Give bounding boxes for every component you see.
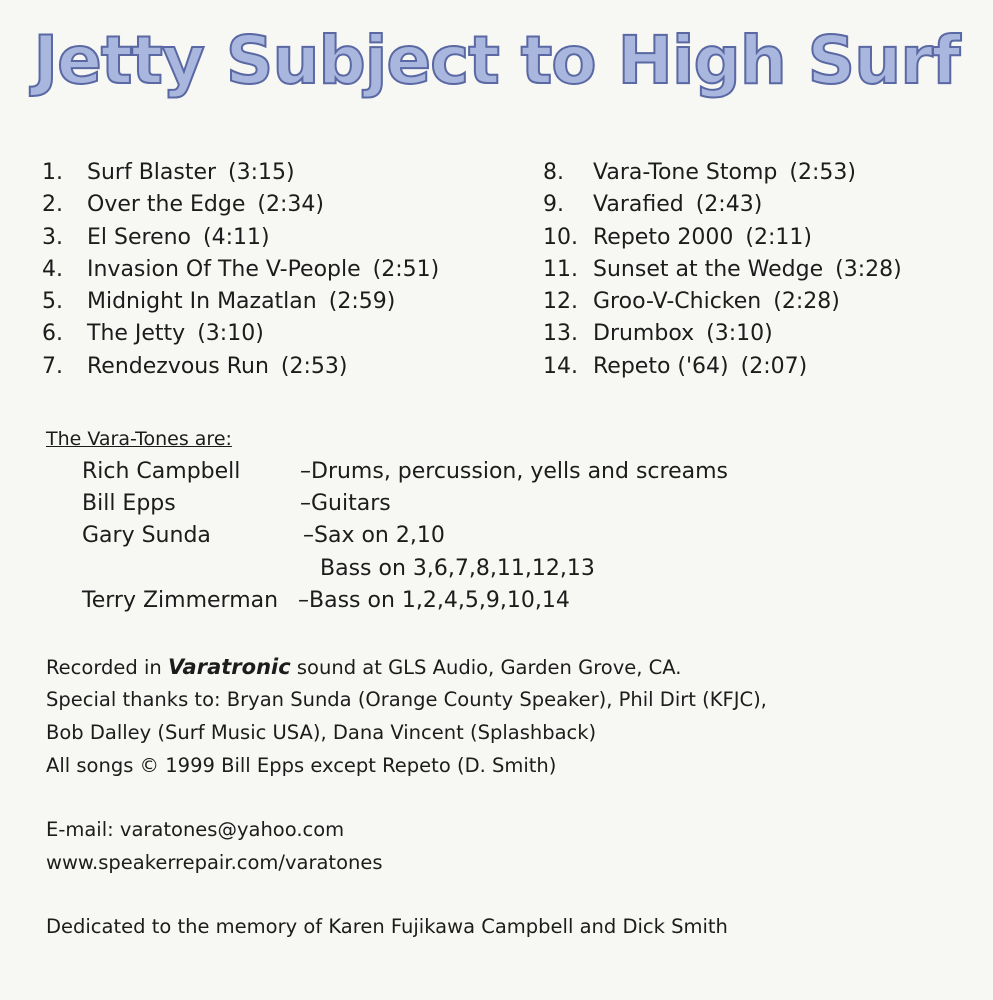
track-duration: (3:15) bbox=[228, 160, 295, 185]
varatronic-brand: Varatronic bbox=[167, 655, 291, 679]
member-name: Gary Sunda bbox=[82, 523, 211, 548]
track-number: 5. bbox=[42, 289, 63, 315]
track-duration: (2:34) bbox=[257, 192, 324, 218]
track-name: Drumbox bbox=[593, 321, 695, 347]
track-name: Varafied bbox=[593, 192, 684, 218]
track-number: 14. bbox=[543, 353, 578, 379]
member-role: –Guitars bbox=[300, 491, 391, 516]
track-number: 7. bbox=[42, 353, 63, 379]
track-number: 12. bbox=[543, 289, 578, 315]
track-duration: (2:53) bbox=[280, 353, 348, 379]
track-duration: (2:51) bbox=[372, 256, 440, 282]
recording-credit bbox=[46, 655, 681, 679]
member-name: Rich Campbell bbox=[82, 459, 241, 484]
band-members-heading: The Vara-Tones are: bbox=[46, 428, 232, 450]
track-duration: (2:53) bbox=[789, 160, 856, 185]
track-item bbox=[543, 157, 983, 189]
contact-email: E-mail: varatones@yahoo.com bbox=[46, 818, 345, 841]
track-name: Invasion Of The V-People bbox=[87, 256, 361, 282]
track-item bbox=[543, 318, 983, 350]
copyright-notice: All songs © 1999 Bill Epps except Repeto (D. Smith) bbox=[46, 754, 557, 777]
track-item bbox=[42, 286, 502, 318]
track-item bbox=[42, 351, 502, 383]
track-name: The Jetty bbox=[87, 321, 186, 347]
track-item bbox=[42, 189, 502, 221]
track-name: Groo-V-Chicken bbox=[593, 289, 762, 315]
track-number: 4. bbox=[42, 256, 63, 282]
recording-prefix: Recorded in bbox=[46, 656, 162, 679]
website-url: www.speakerrepair.com/varatones bbox=[46, 851, 383, 874]
track-item bbox=[543, 351, 983, 383]
track-number: 10. bbox=[543, 224, 578, 250]
recording-suffix: sound at GLS Audio, Garden Grove, CA. bbox=[296, 656, 682, 679]
track-item bbox=[42, 318, 502, 350]
track-number: 2. bbox=[42, 192, 63, 218]
track-item bbox=[42, 157, 502, 189]
track-item bbox=[543, 222, 983, 254]
track-duration: (4:11) bbox=[203, 224, 270, 250]
special-thanks-line-1: Special thanks to: Bryan Sunda (Orange County Speaker), Phil Dirt (KFJC), bbox=[46, 688, 767, 711]
special-thanks-line-2: Bob Dalley (Surf Music USA), Dana Vincent (Splashback) bbox=[46, 721, 597, 744]
track-name: Rendezvous Run bbox=[87, 353, 269, 379]
dedication: Dedicated to the memory of Karen Fujikawa Campbell and Dick Smith bbox=[46, 915, 728, 938]
track-duration: (2:59) bbox=[328, 289, 396, 315]
track-number: 6. bbox=[42, 321, 63, 347]
track-list-left bbox=[42, 157, 502, 383]
track-number: 13. bbox=[543, 321, 578, 347]
track-number: 8. bbox=[543, 160, 564, 185]
track-duration: (2:07) bbox=[740, 353, 808, 379]
track-number: 3. bbox=[42, 224, 63, 250]
track-item bbox=[543, 189, 983, 221]
track-number: 9. bbox=[543, 192, 564, 218]
track-number: 11. bbox=[543, 256, 578, 282]
track-name: Sunset at the Wedge bbox=[593, 256, 824, 282]
member-role: –Drums, percussion, yells and screams bbox=[300, 459, 728, 484]
member-role-continued: Bass on 3,6,7,8,11,12,13 bbox=[320, 556, 595, 581]
track-item bbox=[543, 254, 983, 286]
track-item bbox=[543, 286, 983, 318]
member-name: Bill Epps bbox=[82, 491, 176, 516]
member-role: –Sax on 2,10 bbox=[303, 523, 445, 548]
track-item bbox=[42, 254, 502, 286]
track-list-right bbox=[543, 157, 983, 383]
track-number: 1. bbox=[42, 160, 63, 185]
track-duration: (2:11) bbox=[745, 224, 812, 250]
track-name: El Sereno bbox=[87, 224, 192, 250]
track-name: Vara-Tone Stomp bbox=[593, 160, 778, 185]
track-duration: (3:28) bbox=[835, 256, 902, 282]
track-name: Repeto 2000 bbox=[593, 224, 734, 250]
track-name: Repeto ('64) bbox=[593, 353, 729, 379]
album-title: Jetty Subject to High Surf bbox=[33, 22, 960, 99]
track-name: Surf Blaster bbox=[87, 160, 217, 185]
track-duration: (2:43) bbox=[695, 192, 763, 218]
member-name: Terry Zimmerman bbox=[82, 588, 279, 613]
track-duration: (3:10) bbox=[706, 321, 773, 347]
track-name: Midnight In Mazatlan bbox=[87, 289, 317, 315]
member-role: –Bass on 1,2,4,5,9,10,14 bbox=[298, 588, 570, 613]
track-duration: (2:28) bbox=[773, 289, 840, 315]
track-duration: (3:10) bbox=[197, 321, 264, 347]
track-name: Over the Edge bbox=[87, 192, 246, 218]
track-item bbox=[42, 222, 502, 254]
